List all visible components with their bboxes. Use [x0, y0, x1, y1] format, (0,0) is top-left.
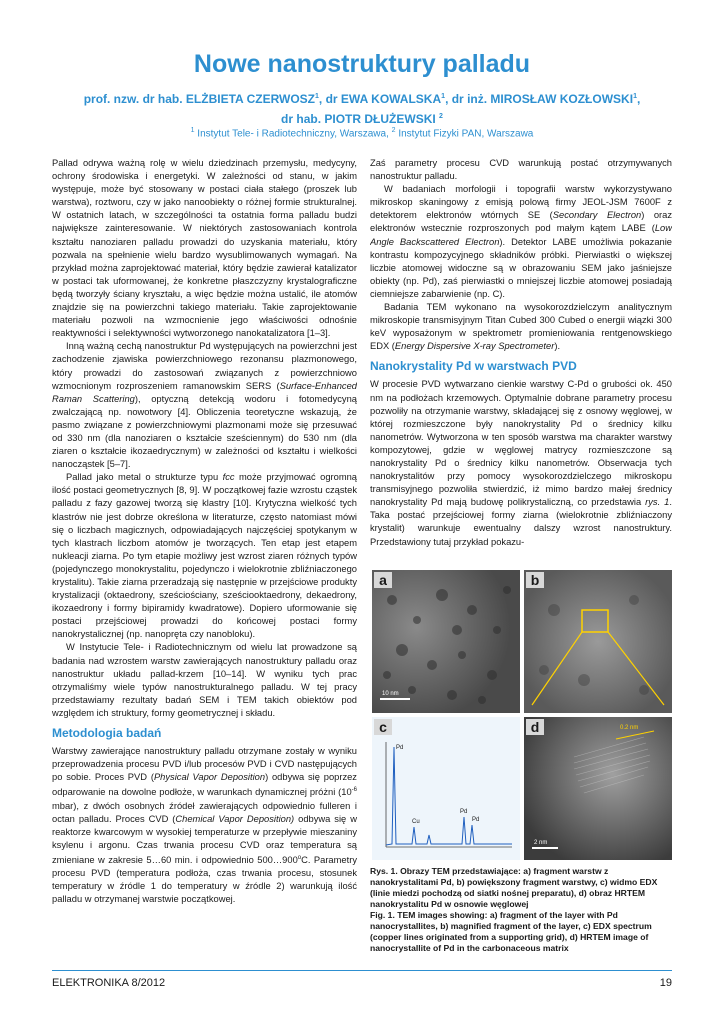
author-name: , dr EWA KOWALSKA	[318, 92, 442, 106]
paragraph	[52, 340, 357, 471]
text-run: W procesie PVD wytwarzano cienkie warstwy C-Pd o grubości ok. 450 nm na podłożach krzemowych. Optymalnie dobrane parametry procesu pozwoliły na otrzymanie warstwy, składającej się z osnowy węglowej, w której rozmieszczone były nanokrystality Pd o średnicy kilku nanometrów. Wytworzona w ten sposób warstwa ma charakter warstwy kompozytowej, gdzie w węglowej matrycy rozmieszczone są nanokrystality Pd o średnicy kilku nanometrów. Obserwacja tych nanokrystalitów przy pomocy wysokorozdzielczego mikroskopu transmisyjnego pozwoliła stwierdzić, iż mimo bardzo małej średnicy nanokrystality Pd mają budowę polikrystaliczną, co przedstawia	[370, 379, 672, 508]
caption-english: Fig. 1. TEM images showing: a) fragment of the layer with Pd nanocrystallites, b) magnified fragment of the layer, c) EDX spectrum (copper lines originated from a supporting grid), d) HRTEM image of nanocrystallite of Pd in the carbonaceous matrix	[370, 910, 652, 953]
edx-peak-label: Pd	[396, 745, 404, 751]
panel-label: a	[374, 572, 392, 588]
text-run: Pallad jako metal o strukturze typu	[66, 472, 223, 483]
italic-term: Chemical Vapor Deposition)	[175, 813, 295, 824]
author-line-1	[40, 88, 684, 108]
panel-label: b	[526, 572, 544, 588]
affiliation-marker: 1	[441, 93, 446, 100]
paragraph	[370, 378, 672, 548]
author-list	[40, 88, 684, 128]
edx-peak-label: Cu	[412, 819, 420, 825]
scale-bar-label: 10 nm	[382, 691, 399, 697]
page-number: 19	[659, 977, 672, 989]
text-run: odbywa się w reaktorze kwarcowym w wysokiej temperaturze w przepływie mieszaniny ksylenu i argonu. Czas trwania procesu CVD oraz temperatura są zmieniane w zakresie 5…60 min. i odpowiednio 500…900	[52, 813, 357, 865]
lattice-spacing-label: 0.2 nm	[620, 725, 639, 731]
edx-spectrum-panel	[372, 717, 520, 860]
affiliation-marker: 1	[633, 93, 637, 100]
panel-label: d	[526, 719, 544, 735]
panel-label: c	[374, 719, 392, 735]
paragraph: Pallad odrywa ważną rolę w wielu dziedzinach przemysłu, medycyny, ochrony środowiska i energetyki. W zależności od stanu, w jakim występuje, może być stosowany w postaci ciała stałego (proszek lub warstwa), roztworu, czy w jako nanoobiekty o różnej formie strukturalnej. W ostatnich latach, w szczególności ta ostatnia forma palladu budzi największe zainteresowanie. W niektórych zastosowaniach kontrola kształtu nanoziaren palladu prowadzi do uzyskania materiału, który pozwala na spełnienie wielu bardzo wysublimowanych wymagań. Na przykład można zaprojektować materiał, który będzie zawierał katalizator w postaci tak uformowanej, że konkretne płaszczyzny krystalograficzne będą tworzyły ściany kryształu, a więc będzie można ustalić, ile atomów znajdzie się na powierzchni takiego materiału. Takie zaprojektowanie materiału pozwoli na wzmocnienie jego właściwości odnośnie reaktywności i selektywności wytworzonego nanokatalizatora [1–3].	[52, 158, 357, 339]
section-heading-nanocrystallites: Nanokrystality Pd w warstwach PVD	[370, 359, 577, 374]
affiliation-marker: 2	[391, 127, 396, 134]
tem-panel-a	[372, 570, 520, 713]
article-title: Nowe nanostruktury palladu	[193, 50, 531, 78]
affiliation-marker: 2	[439, 113, 443, 120]
caption-polish: Rys. 1. Obrazy TEM przedstawiające: a) fragment warstw z nanokrystalitami Pd, b) powiększony fragment warstwy, c) widmo EDX (linie miedzi pochodzą od siatki nośnej preparatu), d) obraz HRTEM nanokrystalitu Pd w osnowie węglowej	[370, 866, 658, 909]
edx-peak-label: Pd	[460, 809, 468, 815]
italic-term: Secondary Electron	[552, 210, 642, 221]
italic-term: rys. 1	[645, 497, 670, 508]
author-name: prof. nzw. dr hab. ELŻBIETA CZERWOSZ	[83, 92, 316, 106]
affiliation-text: Instytut Tele- i Radiotechniczny, Warszawa,	[194, 128, 392, 140]
tem-zoom-overlay	[524, 570, 672, 713]
paragraph: W Instytucie Tele- i Radiotechnicznym od wielu lat prowadzone są badania nad wzrostem warstw zawierających nanostruktury palladu oraz nanostruktur układu pallad-krzem [10–14]. W wyniku tych prac otrzymaliśmy wiele typów nanostrukturalnego palladu. W tej pracy przedstawiamy rezultaty badań SEM i TEM takich obiektów pod względem ich struktury, formy geometrycznej i składu.	[52, 642, 357, 718]
left-column	[52, 157, 357, 962]
journal-name: ELEKTRONIKA 8/2012	[52, 977, 166, 989]
author-name: , dr inż. MIROSŁAW KOZŁOWSKI	[445, 92, 634, 106]
italic-term: Low Angle Backscattered Electron	[370, 223, 672, 247]
hrtem-lattice	[524, 717, 672, 860]
affiliation-marker: 1	[315, 93, 319, 100]
edx-spectrum-plot	[372, 717, 520, 860]
text-run: może przyjmować ogromną ilość postaci geometrycznych [8, 9]. W początkowej fazie wzrostu cząstek palladu z fazy gazowej tworzą się klastry [10]. Krytyczna wielkość tych klastrów nie jest dobrze określona w literaturze, często natomiast mówi się o liczbach magicznych, odpowiadających najczęściej spotykanym w tych klastrach liczbom atomów je tworzących. Ten etap jest etapem nukleacji ziarna. Po tym etapie możliwy jest wzrost ziaren różnych typów (pojedynczego monokrystalitu, pojedynczo i wielokrotnie zbliźniaczonego krystalitu). Takie ziarna przeradzają się następnie w przejściowe produkty krystalizacji (oktaedrony, sześciościany, sześciooktaedrony, dekaedrony, ikozaedrony i formy bipiramidy kwadratowe). Dopiero uformowanie się postaci przejściowej prowadzi do końcowej postaci formy nanokrystalicznej (np. nanopręta czy nanobloku).	[52, 472, 357, 640]
italic-term: Surface-Enhanced Raman Scattering	[52, 380, 357, 404]
text-run: W badaniach morfologii i topografii warstw wykorzystywano mikroskop skaningowy z emisją polową firmy JEOL-JSM 7600F z detektorem elektronów wtórnych SE (	[370, 184, 672, 221]
edx-peak-label: Pd	[472, 817, 480, 823]
tem-image-texture	[372, 570, 520, 713]
tem-panel-b	[524, 570, 672, 713]
paragraph: Zaś parametry procesu CVD warunkują postać otrzymywanych nanostruktur palladu.	[370, 158, 672, 182]
italic-term: fcc	[222, 472, 235, 483]
italic-term: Energy Dispersive X-ray Spectrometer	[394, 341, 555, 352]
text-run: Badania TEM wykonano na wysokorozdzielczym analitycznym mikroskopie transmisyjnym Titan Cubed 300 Cubed o energii wiązki 300 keV wyposażonym w spektrometr promieniowania rentgenowskiego EDX (	[370, 302, 672, 352]
text-run: Warstwy zawierające nanostruktury palladu otrzymane zostały w wyniku przeprowadzenia procesu PVD i/lub procesów PVD i CVD następujących po sobie. Proces PVD (	[52, 746, 357, 783]
text-run: ) odbywa się poprzez odparowanie na dowolne podłoże, w warunkach dynamicznej próżni (10	[52, 772, 357, 798]
scale-bar-label: 2 nm	[534, 840, 548, 846]
paragraph	[52, 471, 357, 641]
paragraph	[370, 183, 672, 301]
figure-tem-images	[372, 570, 672, 860]
text-run: ) oraz elektronów wstecznie rozproszonych pod małym kątem LABE (	[370, 210, 672, 234]
right-column	[370, 157, 672, 582]
exponent: -6	[351, 787, 357, 794]
paragraph	[52, 745, 357, 906]
text-run: ). Detektor LABE umożliwia pokazanie kontrastu kompozycyjnego składników próbki. Pierwiastki o większej liczbie atomowej widoczne są w obrazowaniu SEM jako jaśniejsze obiekty (np. Pd), zaś pierwiastki o mniejszej liczbie atomowej posiadają ciemniejsze zabarwienie (np. C).	[370, 236, 672, 299]
author-line-2	[40, 108, 684, 128]
italic-term: Physical Vapor Deposition	[153, 772, 266, 783]
section-heading-methodology: Metodologia badań	[52, 726, 162, 741]
text-run: Inną ważną cechą nanostruktur Pd występujących na powierzchni jest zachodzenie zjawiska powierzchniowego rezonansu plazmonowego, który prowadzi do zastosowań związanych z powierzchniowo wzmocnionym rozproszeniem ramanowskim SERS (	[52, 341, 357, 391]
figure-caption	[370, 866, 674, 954]
text-run: mbar), z dwóch osobnych źródeł zawierających odpowiednio fulleren i octan palladu. Proces CVD (	[52, 800, 357, 824]
text-run: . Taka postać przejściowej formy ziarna (wielokrotnie zbliźniaczony krystalit) warunkuje ewentualny dalszy wzrost nanostruktury. Przedstawiony tutaj przykład pokazu-	[370, 497, 672, 547]
footer-divider	[52, 970, 672, 971]
author-separator: ,	[636, 92, 641, 106]
affiliation-text: Instytut Fizyki PAN, Warszawa	[395, 128, 534, 140]
affiliations	[0, 127, 724, 139]
hrtem-panel-d	[524, 717, 672, 860]
text-run: ).	[554, 341, 561, 352]
author-name: dr hab. PIOTR DŁUŻEWSKI	[281, 112, 436, 126]
degree-sign: o	[297, 854, 302, 861]
paragraph	[370, 301, 672, 353]
text-run: ), optyczną detekcją wodoru i fotomedycyną zwalczającą np. nowotwory [4]. Obliczenia teoretyczne wskazują, że pasmo związane z powierzchniowymi plazmonami może się przesuwać od 330 nm (dla nanoziaren o kształcie sześciennym) do 530 nm (dla ziaren o kształcie ikozaedrycznym) w zależności od kształtu i wielkości nanocząstek [5–7].	[52, 393, 357, 470]
affiliation-marker: 1	[190, 127, 195, 134]
text-run: C. Parametry procesu PVD (temperatura podłoża, czas trwania procesu, stosunek temperatury w źródle 1 do temperatury w źródle 2) warunkują ilość palladu w otrzymanej warstwie początkowej.	[52, 855, 357, 905]
